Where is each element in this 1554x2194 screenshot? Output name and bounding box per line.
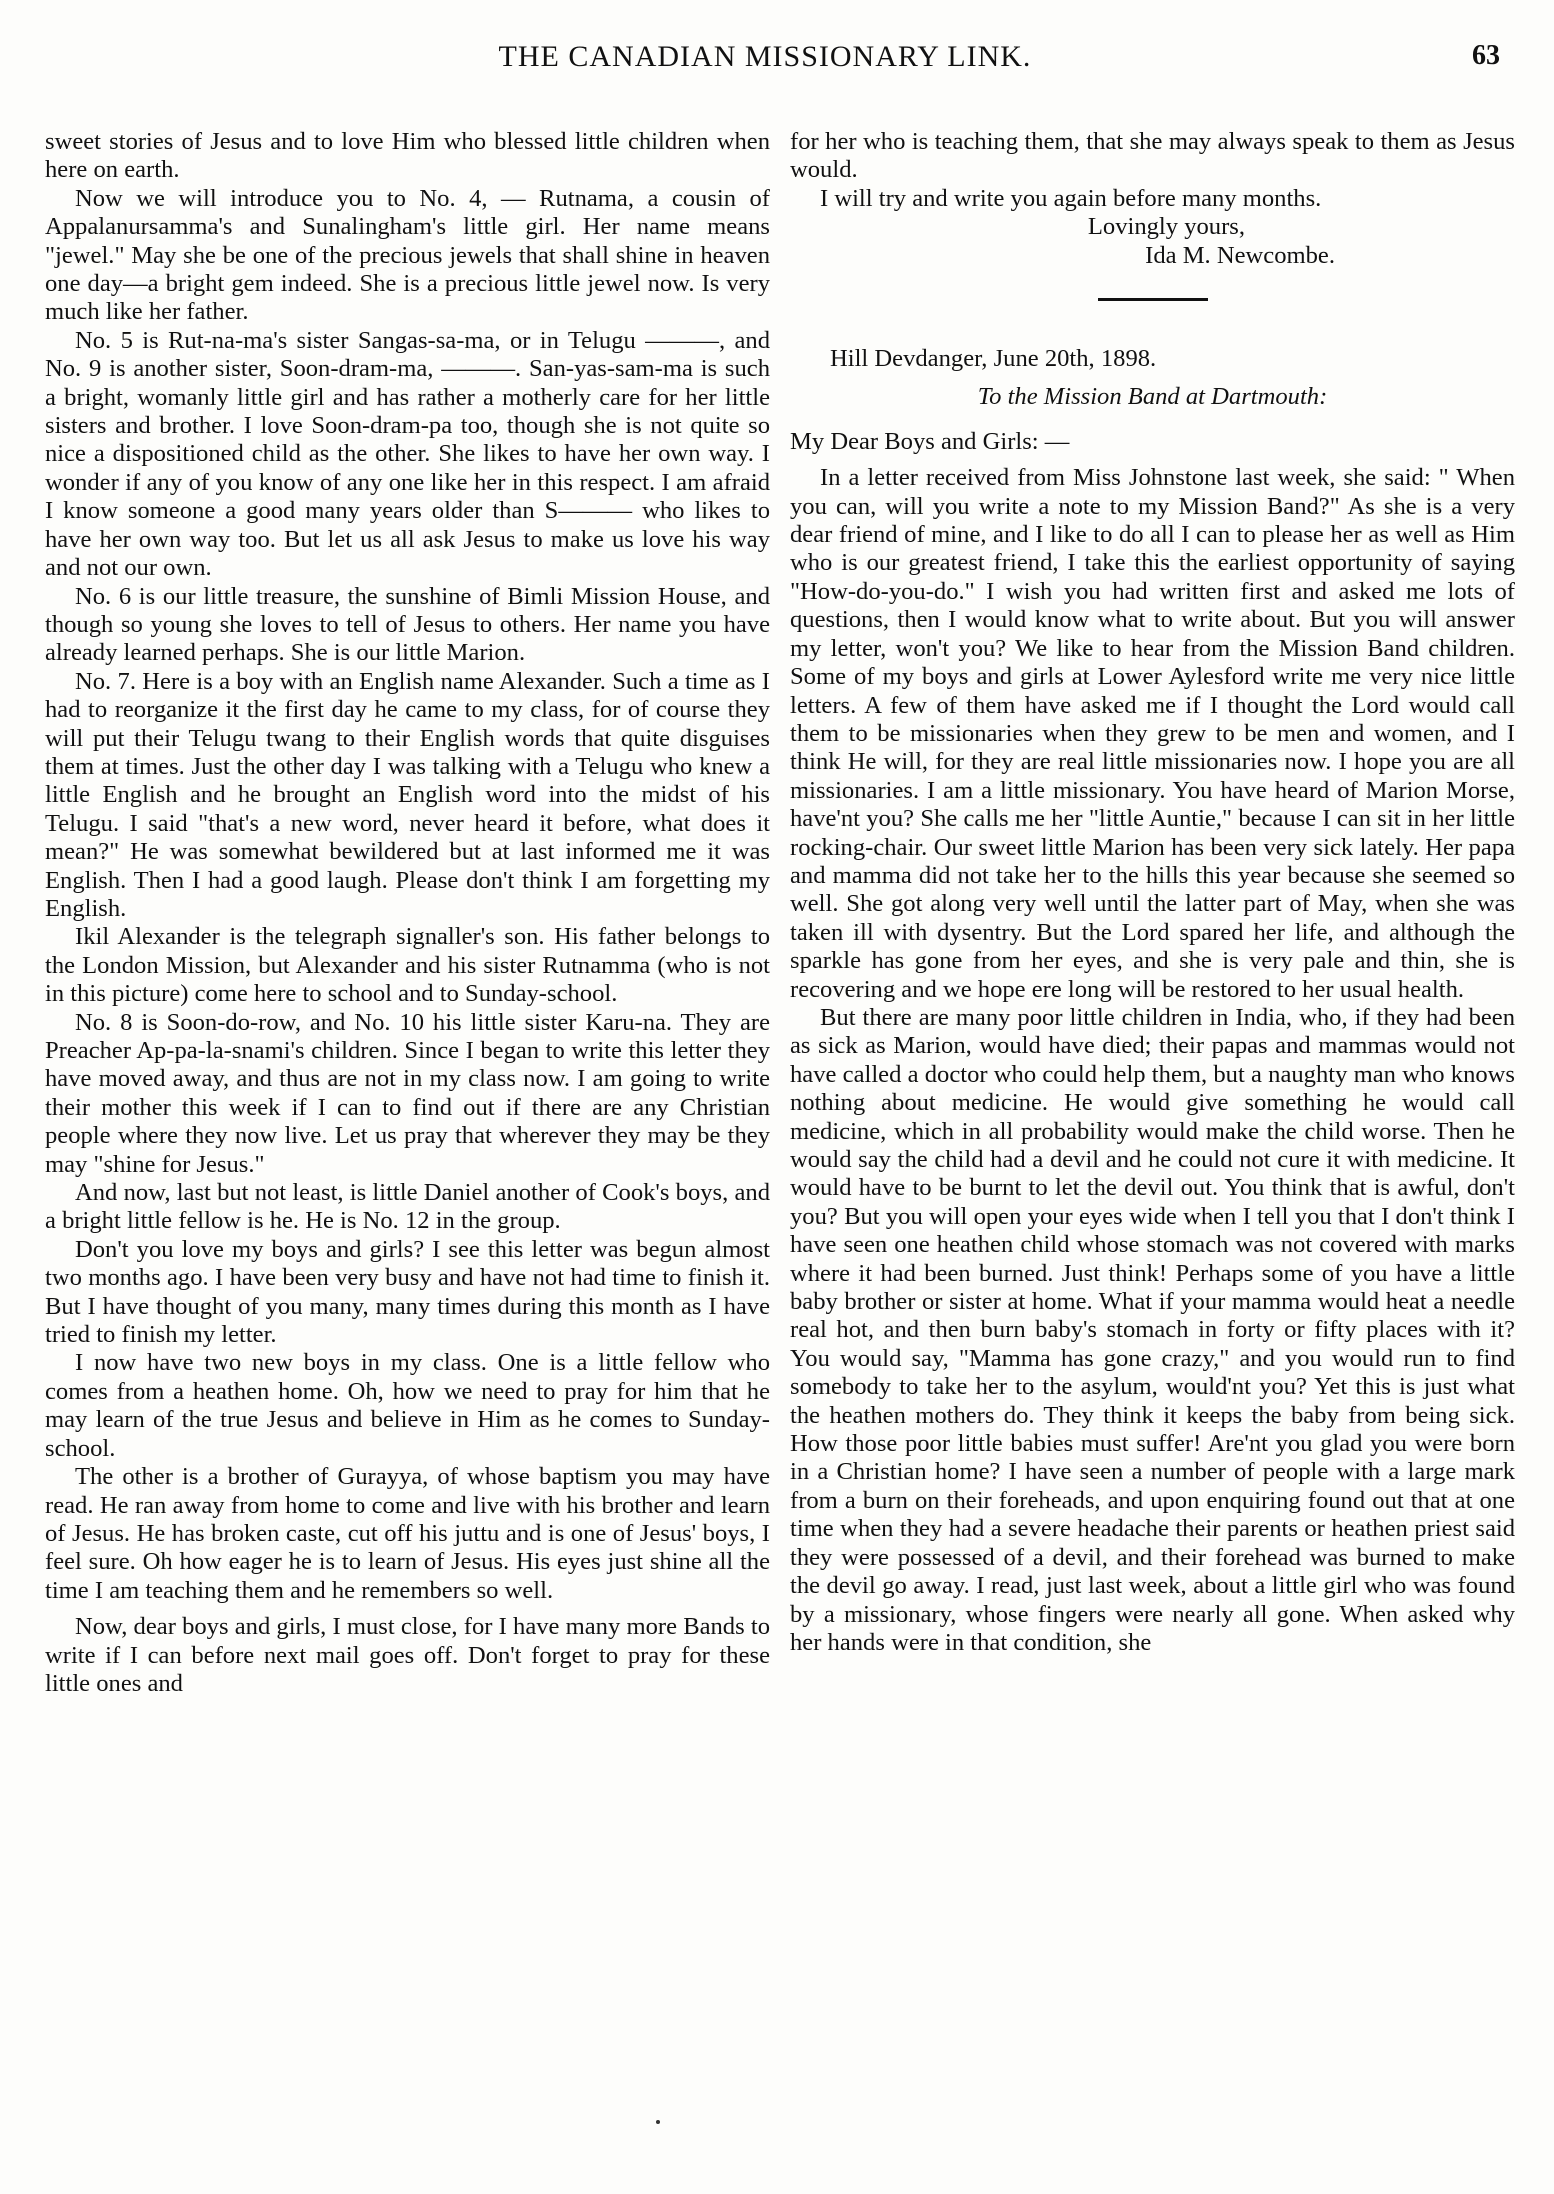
signature: Ida M. Newcombe.	[1145, 241, 1335, 269]
letter-continuation: for her who is teaching them, that she may always speak to them as Jesus would.	[790, 128, 1515, 184]
addressee: To the Mission Band at Dartmouth:	[977, 383, 1328, 411]
masthead	[30, 40, 1500, 80]
paragraph: No. 6 is our little treasure, the sunshine of Bimli Mission House, and though so young she loves to tell of Jesus to others. Her name you have already learned perhaps. She is our little Marion.	[45, 582, 770, 667]
left-column	[45, 128, 770, 1698]
paragraph: No. 5 is Rut-na-ma's sister Sangas-sa-ma, or in Telugu ———, and No. 9 is another sister, Soon-dram-ma, ———. San-yas-sam-ma is such a bright, womanly little girl and has rather a motherly care for her little sisters and brother. I love Soon-dram-pa too, though she is not quite so nice a dispositioned child as the other. She likes to have her own way. I wonder if any of you know of any one like her in this respect. I am afraid I know someone a good many years older than S——— who likes to have her own way too. But let us all ask Jesus to make us love his way and not our own.	[45, 326, 770, 582]
paragraph: Don't you love my boys and girls? I see this letter was begun almost two months ago. I have been very busy and have not had time to finish it. But I have thought of you many, many times during this month as I have tried to finish my letter.	[45, 1235, 770, 1349]
paragraph: And now, last but not least, is little Daniel another of Cook's boys, and a bright little fellow is he. He is No. 12 in the group.	[45, 1179, 770, 1235]
signoff-block	[790, 213, 1515, 270]
paragraph: Now, dear boys and girls, I must close, for I have many more Bands to write if I can before next mail goes off. Don't forget to pray for these little ones and	[45, 1613, 770, 1697]
paragraph: sweet stories of Jesus and to love Him who blessed little children when here on earth.	[45, 128, 770, 184]
section-divider	[1098, 298, 1208, 301]
right-column	[790, 128, 1515, 1657]
paragraph: But there are many poor little children in India, who, if they had been as sick as Marion, would have died; their papas and mammas would not have called a doctor who could help them, but a naughty man who knows nothing about medicine. He would give something he would call medicine, which in all probability would make the child worse. Then he would say the child had a devil and he could not cure it with medicine. It would have to be burnt to let the devil out. You think that is awful, don't you? But you will open your eyes wide when I tell you that I don't think I have seen one heathen child whose stomach was not covered with marks where it had been burned. Just think! Perhaps some of you have a little baby brother or sister at home. What if your mamma would heat a needle real hot, and then burn baby's stomach in forty or fifty places with it? You would say, "Mamma has gone crazy," and you would run to find somebody to take her to the asylum, would'nt you? Yet this is just what the heathen mothers do. They think it keeps the baby from being sick. How those poor little babies must suffer! Are'nt you glad you were born in a Christian home? I have seen a number of people with a large mark from a burn on their foreheads, and upon enquiring found out that at one time when they had a severe headache their parents or heathen priest said they were possessed of a devil, and their forehead was burned to make the devil go away. I read, just last week, about a little girl who was found by a missionary, whose fingers were nearly all gone. When asked why her hands were in that condition, she	[790, 1003, 1515, 1656]
journal-title: THE CANADIAN MISSIONARY LINK.	[498, 40, 1032, 73]
letter-closing: I will try and write you again before many months.	[820, 184, 1322, 212]
signoff: Lovingly yours,	[1087, 213, 1245, 241]
page-number: 63	[1472, 40, 1500, 71]
print-speck	[656, 2120, 660, 2124]
paragraph: No. 7. Here is a boy with an English name Alexander. Such a time as I had to reorganize it the first day he came to my class, for of course they will put their Telugu twang to their English words that quite disguises them at times. Just the other day I was talking with a Telugu who knew a little English and he brought an English word into the midst of his Telugu. I said "that's a new word, never heard it before, what does it mean?" He was somewhat bewildered but at last informed me it was English. Then I had a good laugh. Please don't think I am forgetting my English.	[45, 667, 770, 922]
paragraph: No. 8 is Soon-do-row, and No. 10 his little sister Karu-na. They are Preacher Ap-pa-la-snami's children. Since I began to write this letter they have moved away, and thus are not in my class now. I am going to write their mother this week if I can to find out if there are any Christian people where they now live. Let us pray that wherever they may be they may "shine for Jesus."	[45, 1008, 770, 1178]
salutation: My Dear Boys and Girls: —	[790, 427, 1070, 455]
paragraph: I now have two new boys in my class. One is a little fellow who comes from a heathen home. Oh, how we need to pray for him that he may learn of the true Jesus and believe in Him as he comes to Sunday-school.	[45, 1349, 770, 1462]
paragraph: In a letter received from Miss Johnstone last week, she said: " When you can, will you write a note to my Mission Band?" As she is a very dear friend of mine, and I like to do all I can to please her as well as Him who is our greatest friend, I take this the earliest opportunity of saying "How-do-you-do." I wish you had written first and asked me lots of questions, then I would know what to write about. But you will answer my letter, won't you? We like to hear from the Mission Band children. Some of my boys and girls at Lower Aylesford write me very nice little letters. A few of them have asked me if I thought the Lord would call them to be missionaries when they grew to be men and women, and I think He will, for they are real little missionaries now. I hope you are all missionaries. I am a little missionary. You have heard of Marion Morse, have'nt you? She calls me her "little Auntie," because I can sit in her little rocking-chair. Our sweet little Marion has been very sick lately. Her papa and mamma did not take her to the hills this year because she seemed so well. She got along very well until the latter part of May, when she was taken ill with dysentry. But the Lord spared her life, and although the sparkle has gone from her eyes, and she is very pale and thin, she is recovering and we hope ere long will be restored to her usual health.	[790, 464, 1515, 1003]
paragraph: Now we will introduce you to No. 4, — Rutnama, a cousin of Appalanursamma's and Sunalingham's little girl. Her name means "jewel." May she be one of the precious jewels that shall shine in heaven one day—a bright gem indeed. She is a precious little jewel now. Is very much like her father.	[45, 184, 770, 326]
paragraph: Ikil Alexander is the telegraph signaller's son. His father belongs to the London Mission, but Alexander and his sister Rutnamma (who is not in this picture) come here to school and to Sunday-school.	[45, 923, 770, 1008]
dateline: Hill Devdanger, June 20th, 1898.	[830, 345, 1157, 373]
paragraph: The other is a brother of Gurayya, of whose baptism you may have read. He ran away from home to come and live with his brother and learn of Jesus. He has broken caste, cut off his juttu and is one of Jesus' boys, I feel sure. Oh how eager he is to learn of Jesus. His eyes just shine all the time I am teaching them and he remembers so well.	[45, 1463, 770, 1604]
